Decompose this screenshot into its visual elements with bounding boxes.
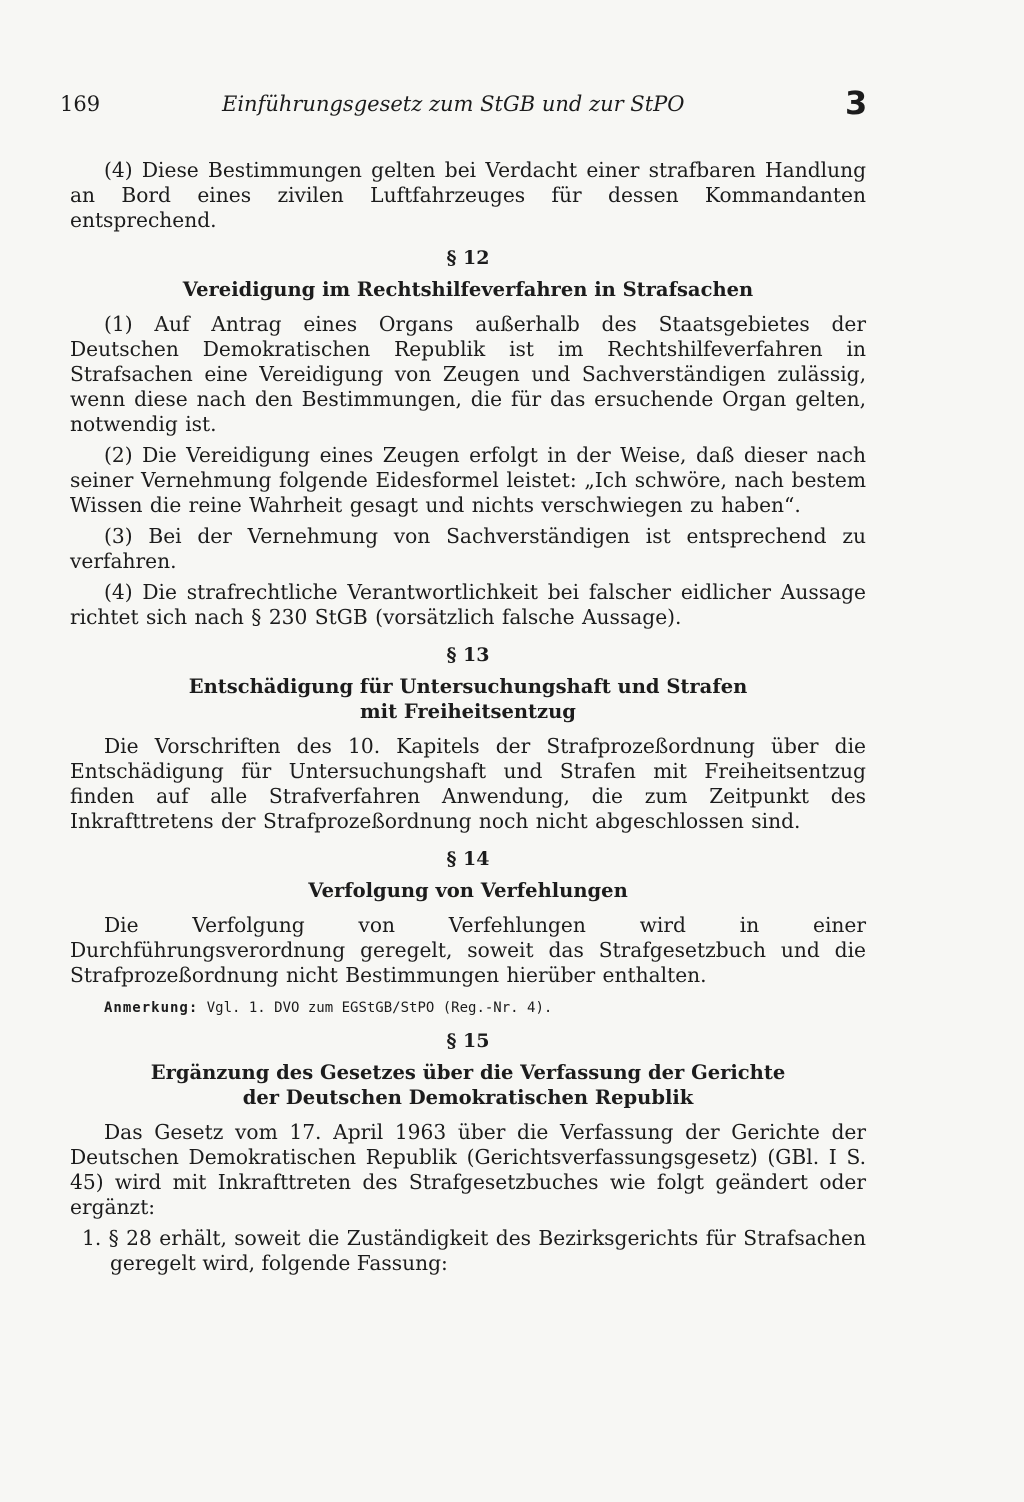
section-heading-12: Vereidigung im Rechtshilfeverfahren in Strafsachen [182,278,754,301]
section-heading-13 [70,674,866,724]
heading-line: der Deutschen Demokratischen Republik [242,1086,694,1109]
heading-line: mit Freiheitsentzug [360,700,576,723]
list-item: 1. § 28 erhält, soweit die Zuständigkeit des Bezirksgerichts für Strafsachen geregelt wird, folgende Fassung: [82,1226,866,1275]
section-number-13: § 13 [446,644,490,666]
paragraph: Die Vorschriften des 10. Kapitels der Strafprozeßordnung über die Entschädigung für Untersuchungshaft und Strafen mit Freiheitsentzug finden auf alle Strafverfahren Anwendung, die zum Zeitpunkt des Inkrafttretens der Strafprozeßordnung noch nicht abgeschlossen sind. [70,734,866,833]
page-body [70,158,866,1276]
note-text: Vgl. 1. DVO zum EGStGB/StPO (Reg.-Nr. 4). [206,1000,553,1016]
paragraph: (2) Die Vereidigung eines Zeugen erfolgt in der Weise, daß dieser nach seiner Vernehmung folgende Eidesformel leistet: „Ich schwöre, nach bestem Wissen die reine Wahrheit gesagt und nichts verschwiegen zu haben“. [70,443,866,517]
annotation-note [104,1000,866,1016]
heading-line: Ergänzung des Gesetzes über die Verfassung der Gerichte [150,1061,786,1084]
section-heading-14: Verfolgung von Verfehlungen [308,879,628,902]
paragraph: (1) Auf Antrag eines Organs außerhalb des Staatsgebietes der Deutschen Demokratischen Republik ist im Rechtshilfeverfahren in Strafsachen eine Vereidigung von Zeugen und Sachverständigen zulässig, wenn diese nach den Bestimmungen, die für das ersuchende Organ gelten, notwendig ist. [70,312,866,436]
note-label: Anmerkung: [104,1000,199,1016]
chapter-number: 3 [845,84,868,122]
page-header [60,84,868,128]
paragraph-continued: (4) Diese Bestimmungen gelten bei Verdacht einer strafbaren Handlung an Bord eines zivilen Luftfahrzeuges für dessen Kommandanten entsprechend. [70,158,866,232]
section-number-12: § 12 [446,247,490,269]
page-number: 169 [60,92,101,116]
paragraph: (4) Die strafrechtliche Verantwortlichkeit bei falscher eidlicher Aussage richtet sich nach § 230 StGB (vorsätzlich falsche Aussage). [70,580,866,629]
running-title: Einführungsgesetz zum StGB und zur StPO [222,92,685,116]
section-heading-15 [70,1060,866,1110]
heading-line: Entschädigung für Untersuchungshaft und Strafen [188,675,748,698]
section-number-14: § 14 [446,848,490,870]
paragraph: Die Verfolgung von Verfehlungen wird in einer Durchführungsverordnung geregelt, soweit das Strafgesetzbuch und die Strafprozeßordnung nicht Bestimmungen hierüber enthalten. [70,913,866,987]
paragraph: (3) Bei der Vernehmung von Sachverständigen ist entsprechend zu verfahren. [70,524,866,573]
paragraph: Das Gesetz vom 17. April 1963 über die Verfassung der Gerichte der Deutschen Demokratischen Republik (Gerichtsverfassungsgesetz) (GBl. I S. 45) wird mit Inkrafttreten des Strafgesetzbuches wie folgt geändert oder ergänzt: [70,1120,866,1219]
section-number-15: § 15 [446,1030,490,1052]
